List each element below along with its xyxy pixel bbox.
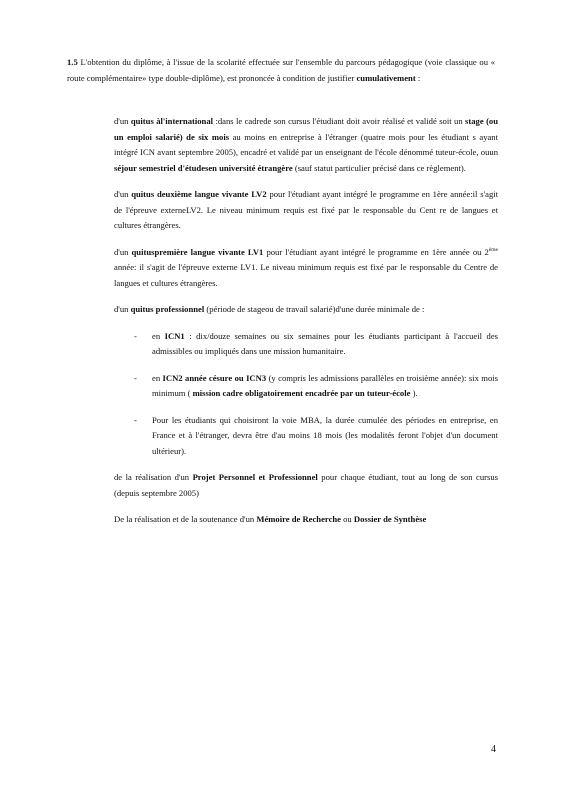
bold-text: Projet Personnel et Professionnel bbox=[192, 472, 318, 482]
dash-marker: - bbox=[134, 330, 137, 341]
intro-end: : bbox=[415, 72, 421, 83]
bold-text: quitus deuxième langue vivante LV2 bbox=[131, 189, 267, 199]
intro-bold: cumulativement bbox=[356, 72, 416, 83]
text: Pour les étudiants qui choisiront la voie MBA, la durée cumulée des périodes en entreprise, en France et à l'étranger, devra être d'au moins 18 mois (les modalités feront l'objet d'un document ultérieur). bbox=[152, 414, 498, 456]
bold-text: quitus professionnel bbox=[130, 304, 205, 314]
intro-paragraph bbox=[67, 55, 495, 86]
requirement-international bbox=[100, 114, 498, 176]
text: de la réalisation d'un bbox=[114, 472, 193, 482]
bold-text: Dossier de Synthèse bbox=[353, 514, 427, 524]
requirement-lv1 bbox=[100, 245, 498, 292]
text: pour l'étudiant ayant intégré le programme en 1ère année:il s'agit de l'épreuve externeLV2. Le niveau minimum requis est fixé par le responsable du Cent re de langues et cultures étrangères. bbox=[114, 189, 499, 230]
dash-marker: - bbox=[134, 372, 137, 383]
requirements-list bbox=[100, 114, 498, 528]
text: d'un bbox=[114, 246, 132, 257]
intro-text: L'obtention du diplôme, à l'issue de la scolarité effectuée sur l'ensemble du parcours pédagogique (voie classique ou « route complémentaire» type double-diplôme), est prononcée à condition de justifier bbox=[67, 57, 495, 83]
bold-text: quitus àl'international bbox=[130, 116, 214, 126]
text: pour chaque étudiant, tout au long de son cursus (depuis septembre 2005) bbox=[114, 472, 498, 498]
text: ). bbox=[410, 388, 418, 398]
bold-text: séjour semestriel d'étudesen université étrangère bbox=[114, 162, 293, 173]
text: en bbox=[152, 330, 165, 341]
professional-sublist bbox=[114, 329, 498, 460]
text: (période de stageou de travail salarié)d'une durée minimale de : bbox=[204, 304, 425, 314]
text: d'un bbox=[114, 189, 132, 199]
text: année: il s'agit de l'épreuve externe LV1. Le niveau minimum requis est fixé par le responsable du Centre de langues et cultures étrangères. bbox=[114, 262, 498, 288]
text: (sauf statut particulier précisé dans ce règlement). bbox=[292, 162, 466, 173]
bold-text: quituspremière langue vivante LV1 bbox=[131, 246, 264, 257]
bold-text: mission cadre obligatoirement encadrée par un tuteur-école bbox=[192, 388, 411, 398]
requirement-memoire bbox=[100, 512, 498, 528]
requirement-professional bbox=[100, 302, 498, 459]
text: en bbox=[152, 372, 163, 383]
text: (y compris les admissions parallèles en troisième année): six mois minimum ( bbox=[152, 372, 498, 398]
text: De la réalisation et de la soutenance d'un bbox=[114, 514, 257, 524]
dash-marker: - bbox=[134, 414, 137, 425]
text: ou bbox=[340, 514, 354, 524]
text: d'un bbox=[114, 304, 131, 314]
sublist-item-icn1 bbox=[114, 329, 498, 360]
superscript: ème bbox=[488, 246, 498, 253]
text: pour l'étudiant ayant intégré le programme en 1ère année ou 2 bbox=[263, 246, 489, 257]
bold-text: Mémoire de Recherche bbox=[256, 514, 341, 524]
section-number: 1.5 bbox=[67, 57, 78, 67]
bold-text: ICN2 année césure ou ICN3 bbox=[162, 372, 267, 383]
sublist-item-mba bbox=[114, 413, 498, 460]
text: d'un bbox=[114, 116, 131, 126]
text: : dix/douze semaines ou six semaines pour les étudiants participant à l'accueil des admissibles ou impliqués dans une mission humanitaire. bbox=[152, 330, 498, 356]
page-number: 4 bbox=[491, 744, 496, 755]
requirement-lv2 bbox=[100, 187, 498, 234]
sublist-item-icn2-icn3 bbox=[114, 371, 498, 402]
text: au moins en entreprise à l'étranger (quatre mois pour les étudiant s ayant intégré ICN avant septembre 2005), encadré et validé par un enseignant de l'école dénommé tuteur-école, ouun bbox=[114, 131, 498, 157]
requirement-ppp bbox=[100, 470, 498, 501]
bold-text: stage (ou un emploi salarié) de six mois bbox=[114, 116, 499, 142]
bold-text: ICN1 bbox=[164, 330, 185, 341]
text: :dans le cadrede son cursus l'étudiant doit avoir réalisé et validé soit un bbox=[213, 116, 466, 126]
